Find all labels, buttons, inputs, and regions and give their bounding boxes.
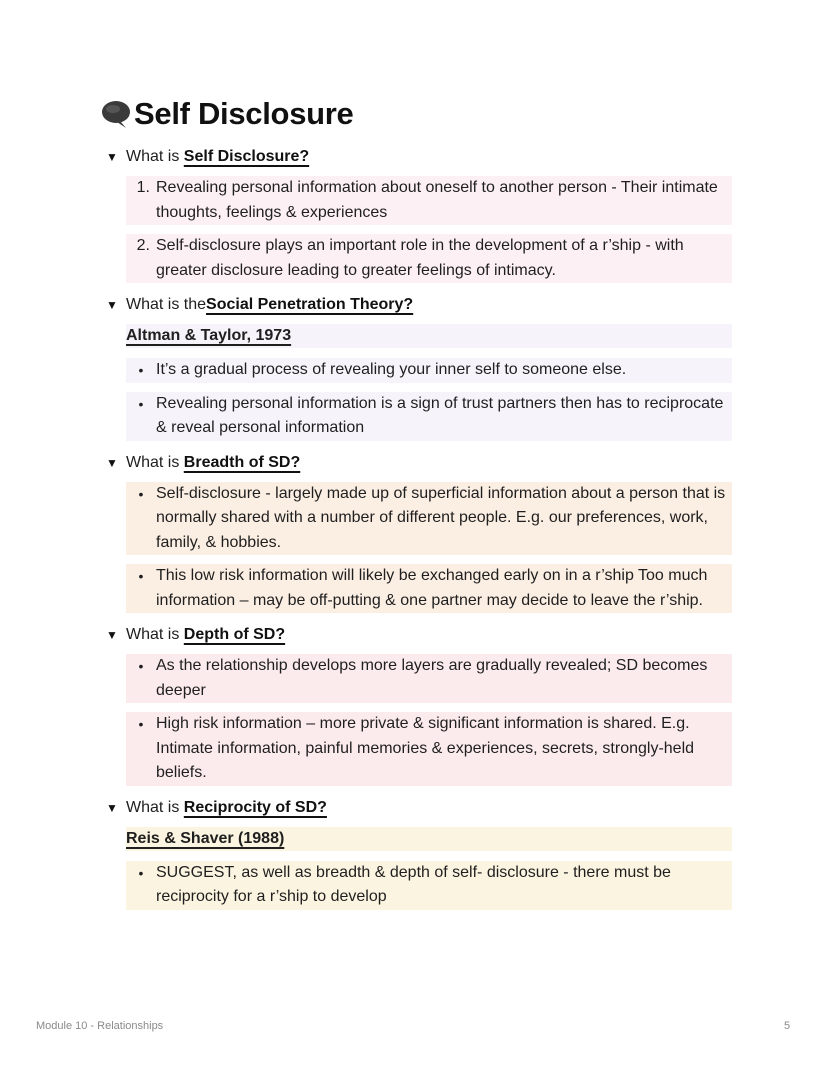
bullet: • xyxy=(138,362,144,378)
toggle-children xyxy=(126,324,732,441)
bullet-list-item xyxy=(126,392,732,441)
list-item-text: As the relationship develops more layers are gradually revealed; SD becomes deeper xyxy=(156,657,708,699)
bullet-list-item xyxy=(126,654,732,703)
list-item-text: Self-disclosure plays an important role in the development of a r’ship - with greater disclosure leading to greater feelings of intimacy. xyxy=(156,237,684,279)
toggle-key-term: Breadth of SD? xyxy=(183,453,301,471)
bullet: • xyxy=(138,658,144,674)
list-number: 2. xyxy=(136,237,150,254)
page-title-text: Self Disclosure xyxy=(134,96,354,131)
list-item-text: Self-disclosure - largely made up of superficial information about a person that is normally shared with a number of different people. E.g. our preferences, work, family, & hobbies. xyxy=(156,484,726,551)
list-item-text: SUGGEST, as well as breadth & depth of self- disclosure - there must be reciprocity for a r’ship to develop xyxy=(156,863,671,905)
list-item-text: Revealing personal information is a sign of trust partners then has to reciprocate & reveal personal information xyxy=(156,394,724,436)
toggle-children xyxy=(126,827,732,910)
bullet-list-item xyxy=(126,712,732,786)
citation-block xyxy=(126,827,732,851)
bullet-list-item xyxy=(126,861,732,910)
toggle-depth-of-sd[interactable] xyxy=(106,622,732,648)
bullet-list-item xyxy=(126,482,732,556)
toggle-prefix: What is the xyxy=(126,296,207,313)
list-number: 1. xyxy=(136,179,150,196)
bullet-list-item xyxy=(126,564,732,613)
bullet: • xyxy=(138,864,144,881)
page-title xyxy=(100,96,353,132)
toggle-triangle-icon[interactable]: ▼ xyxy=(106,628,118,642)
toggle-key-term: Depth of SD? xyxy=(183,626,286,643)
bullet-list-item xyxy=(126,358,732,383)
toggle-triangle-icon[interactable]: ▼ xyxy=(106,455,118,470)
speech-bubble-icon xyxy=(100,99,132,129)
page-content xyxy=(106,144,732,919)
toggle-triangle-icon[interactable]: ▼ xyxy=(106,150,118,164)
bullet: • xyxy=(138,485,144,502)
list-item-text: High risk information – more private & significant information is shared. E.g. Intimate information, painful memories & experiences, secrets, strongly-held beliefs. xyxy=(156,715,695,781)
footer-module-title: Module 10 - Relationships xyxy=(36,1020,164,1032)
toggle-self-disclosure[interactable] xyxy=(106,144,732,170)
toggle-key-term: Self Disclosure? xyxy=(183,148,310,165)
citation: Altman & Taylor, 1973 xyxy=(126,327,292,344)
list-item-text: Revealing personal information about oneself to another person - Their intimate thoughts, feelings & experiences xyxy=(156,179,718,221)
toggle-key-term: Social Penetration Theory? xyxy=(206,296,414,313)
toggle-social-penetration-theory[interactable] xyxy=(106,292,732,318)
toggle-reciprocity-of-sd[interactable] xyxy=(106,795,732,821)
toggle-key-term: Reciprocity of SD? xyxy=(183,798,327,816)
toggle-prefix: What is xyxy=(126,453,184,471)
bullet: • xyxy=(138,395,144,412)
numbered-list-item xyxy=(126,176,732,225)
bullet: • xyxy=(138,568,144,584)
citation-block xyxy=(126,324,732,348)
toggle-children xyxy=(126,482,732,614)
citation: Reis & Shaver (1988) xyxy=(126,829,285,847)
toggle-triangle-icon[interactable]: ▼ xyxy=(106,800,118,815)
bullet: • xyxy=(138,716,144,732)
list-item-text: This low risk information will likely be exchanged early on in a r’ship Too much information – may be off-putting & one partner may decide to leave the r’ship. xyxy=(156,567,708,609)
toggle-prefix: What is xyxy=(126,798,184,816)
list-item-text: It’s a gradual process of revealing your inner self to someone else. xyxy=(156,361,627,378)
toggle-prefix: What is xyxy=(126,148,184,165)
toggle-prefix: What is xyxy=(126,626,184,643)
toggle-breadth-of-sd[interactable] xyxy=(106,450,732,476)
toggle-triangle-icon[interactable]: ▼ xyxy=(106,298,118,312)
toggle-children xyxy=(126,654,732,786)
footer-page-number: 5 xyxy=(784,1020,791,1032)
toggle-children xyxy=(126,176,732,283)
numbered-list-item xyxy=(126,234,732,283)
